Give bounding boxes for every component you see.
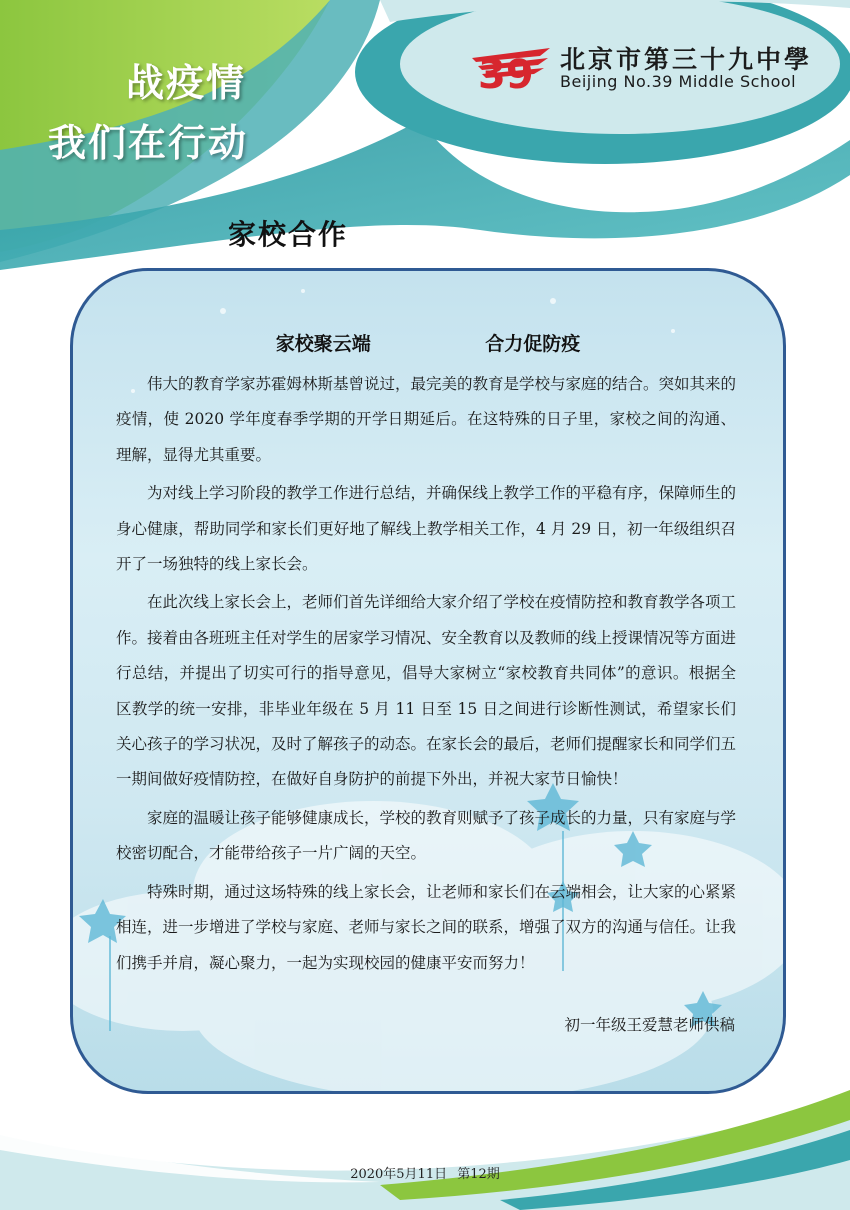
paragraph: 特殊时期，通过这场特殊的线上家长会，让老师和家长们在云端相会，让大家的心紧紧相连，进一步增进了学校与家庭、老师与家长之间的联系，增强了双方的沟通与信任。让我们携手并肩，凝心聚力，一起为实现校园的健康平安而努力！ [116,882,737,972]
logo-number: 39 [478,52,534,98]
paragraph: 在此次线上家长会上，老师们首先详细给大家介绍了学校在疫情防控和教育教学各项工作。接着由各班班主任对学生的居家学习情况、安全教育以及教师的线上授课情况等方面进行总结，并提出了切实可行的指导意见，倡导大家树立“家校教育共同体”的意识。根据全区教学的统一安排，非毕业年级在 5 月 11 日至 15 日之间进行诊断性测试，希望家长们关心孩子的学习状况，及时了解孩子的动态。在家长会的最后，老师们提醒家长和同学们五一期间做好疫情防控，在做好自身防护的前提下外出，并祝大家节日愉快！ [116,593,737,789]
article-signature: 初一年级王爱慧老师供稿 [564,1016,735,1034]
article-body [116,367,736,984]
campaign-title-line-2: 我们在行动 [48,121,249,165]
section-title: 家校合作 [228,218,349,251]
footer-background [0,1090,850,1210]
paragraph: 为对线上学习阶段的教学工作进行总结，并确保线上教学工作的平稳有序，保障师生的身心健康，帮助同学和家长们更好地了解线上教学相关工作，4 月 29 日，初一年级组织召开了一场独特的线上家长会。 [116,484,737,574]
paragraph: 家庭的温暖让孩子能够健康成长，学校的教育则赋予了孩子成长的力量，只有家庭与学校密切配合，才能带给孩子一片广阔的天空。 [116,808,737,863]
issue-footer: 2020年5月11日 第12期 [350,1167,500,1182]
article-panel [70,268,786,1094]
paragraph: 伟大的教育学家苏霍姆林斯基曾说过，最完美的教育是学校与家庭的结合。突如其来的疫情，使 2020 学年度春季学期的开学日期延后。在这特殊的日子里，家校之间的沟通、理解，显得尤其重要。 [116,375,737,464]
school-name-chinese: 北京市第三十九中學 [560,45,813,74]
article-title: 家校聚云端 合力促防疫 [275,333,581,355]
campaign-title-line-1: 战疫情 [126,61,247,105]
school-name-english: Beijing No.39 Middle School [560,72,797,91]
